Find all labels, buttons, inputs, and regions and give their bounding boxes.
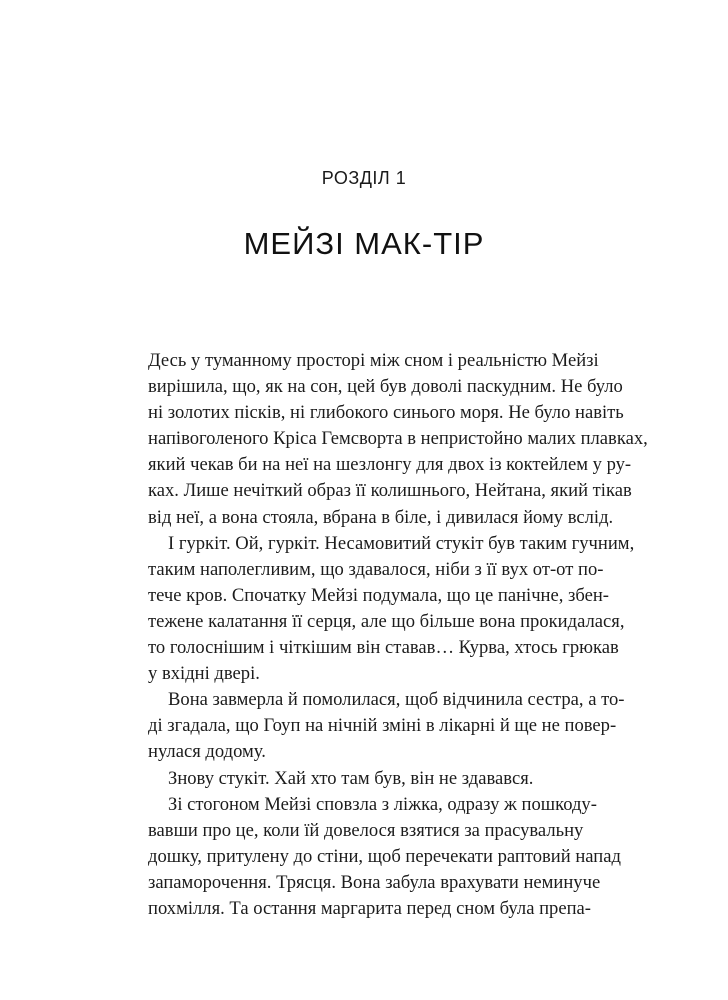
text-line: у вхідні двері. <box>148 663 260 685</box>
text-line: який чекав би на неї на шезлонгу для двох із коктейлем у ру- <box>148 454 632 476</box>
text-line: запаморочення. Трясця. Вона забула врахувати неминуче <box>148 871 601 893</box>
text-line: тежене калатання її серця, але що більше вона прокидалася, <box>148 610 625 632</box>
text-line: дошку, притулену до стіни, щоб перечекати раптовий напад <box>148 845 621 867</box>
text-line: ках. Лише нечіткий образ її колишнього, Нейтана, який тікав <box>148 480 632 502</box>
text-line: ді згадала, що Гоуп на нічній зміні в лікарні й ще не повер- <box>148 715 617 737</box>
text-line: похмілля. Та остання маргарита перед сном була препа- <box>148 897 591 919</box>
text-line: Десь у туманному просторі між сном і реальністю Мейзі <box>148 350 599 371</box>
text-line: то голоснішим і чіткішим він ставав… Курва, хтось грюкав <box>148 637 619 659</box>
text-line: нулася додому. <box>148 741 266 763</box>
body-text <box>148 348 648 922</box>
text-line: від неї, а вона стояла, вбрана в біле, і дивилася йому вслід. <box>148 506 614 528</box>
text-line: напівоголеного Кріса Гемсворта в непристойно малих плавках, <box>148 428 648 450</box>
text-line: тече кров. Спочатку Мейзі подумала, що це панічне, збен- <box>148 584 610 606</box>
text-line: вавши про це, коли їй довелося взятися за прасувальну <box>148 819 584 841</box>
text-line: ні золотих пісків, ні глибокого синього моря. Не було навіть <box>148 402 624 424</box>
text-line: Зі стогоном Мейзі сповзла з ліжка, одразу ж пошкоду- <box>168 793 597 815</box>
text-line: І гуркіт. Ой, гуркіт. Несамовитий стукіт був таким гучним, <box>168 532 635 554</box>
text-line: Знову стукіт. Хай хто там був, він не здавався. <box>168 767 534 789</box>
text-line: Вона завмерла й помолилася, щоб відчинила сестра, а то- <box>168 689 625 711</box>
chapter-label: РОЗДІЛ 1 <box>321 168 407 188</box>
text-line: вирішила, що, як на сон, цей був доволі паскудним. Не було <box>148 376 623 398</box>
text-line: таким наполегливим, що здавалося, ніби з її вух от-от по- <box>148 558 604 580</box>
chapter-title: МЕЙЗІ МАК-ТІР <box>243 226 485 261</box>
